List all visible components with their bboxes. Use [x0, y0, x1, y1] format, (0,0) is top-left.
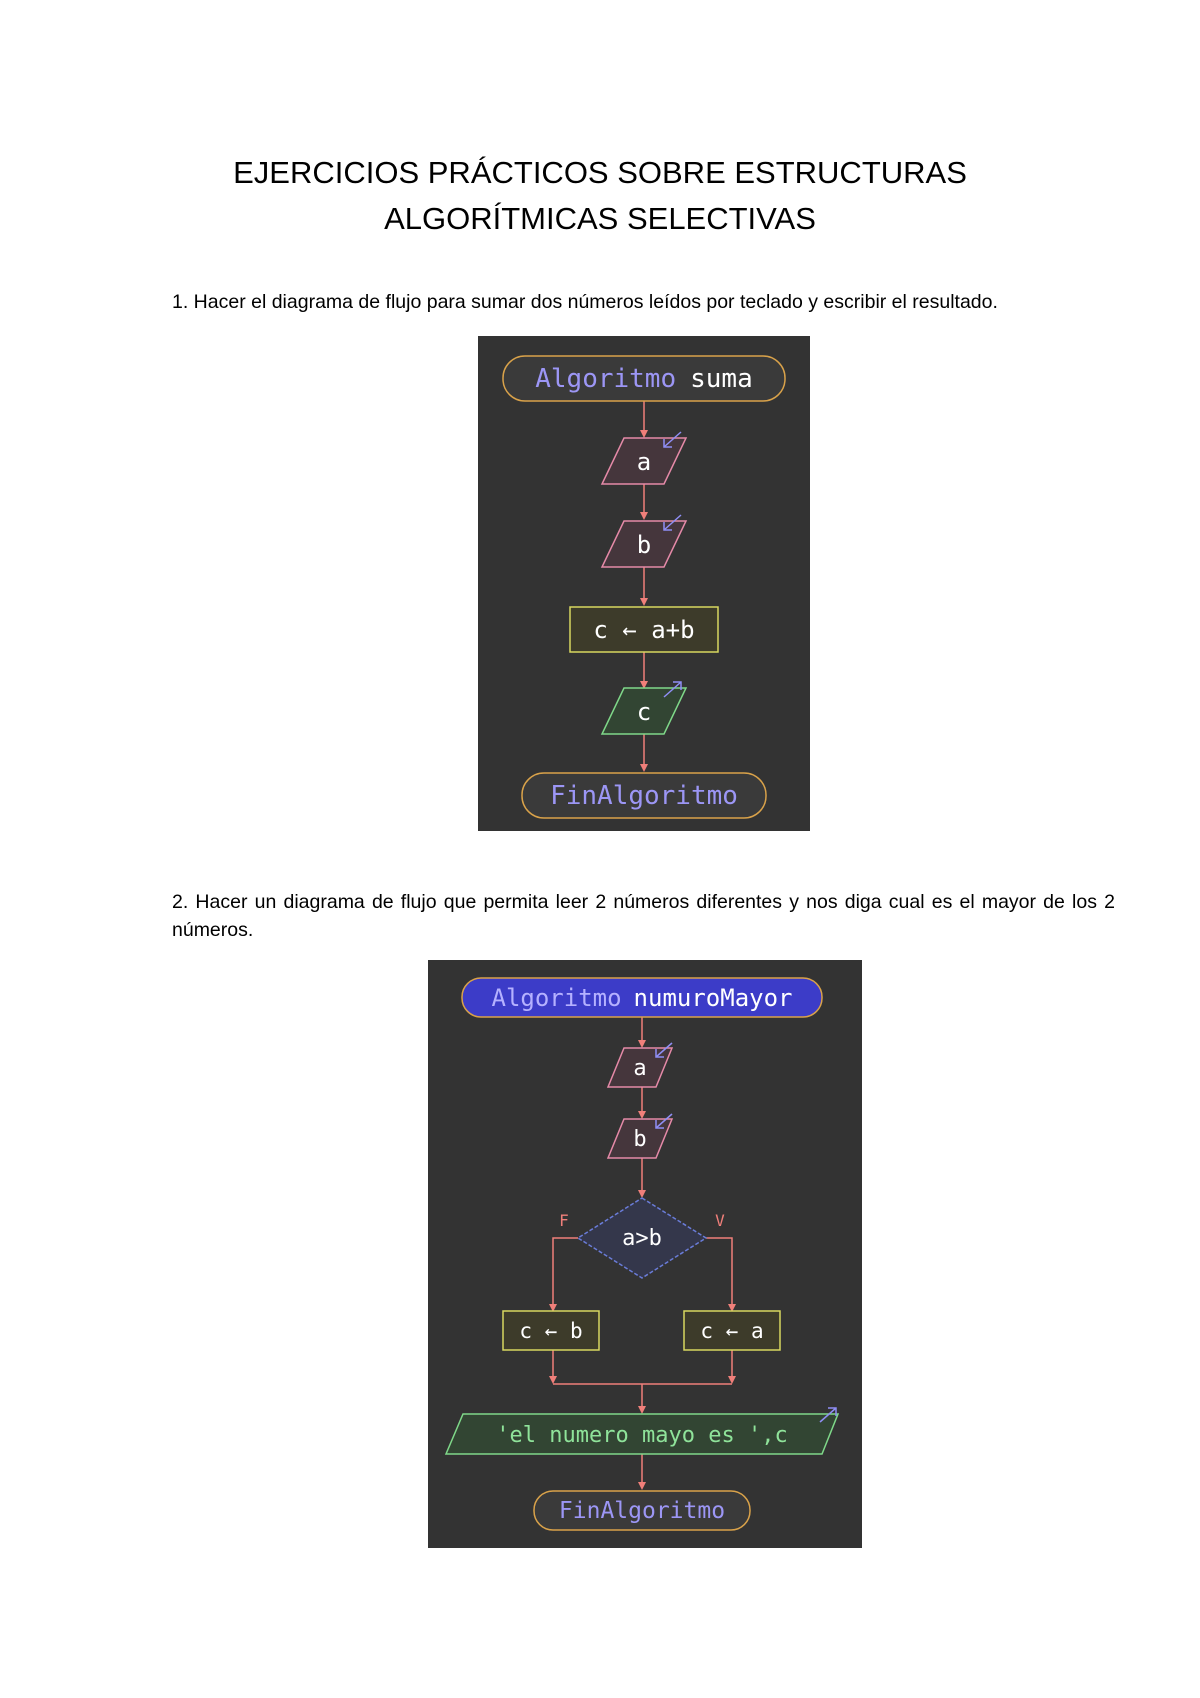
- end-terminal: [522, 773, 766, 818]
- assign-true-node: [684, 1311, 780, 1350]
- svg-text:AlgoritmonumuroMayor: [492, 984, 793, 1012]
- write-c-label: c: [636, 698, 652, 726]
- start-terminal: [462, 978, 822, 1017]
- end-label: FinAlgoritmo: [550, 781, 738, 811]
- assign-true-label: c ← a: [700, 1319, 764, 1343]
- start-name: numuroMayor: [633, 984, 793, 1012]
- read-b-label: b: [636, 531, 652, 559]
- assign-node: [570, 607, 718, 652]
- read-a-label: a: [633, 1056, 647, 1081]
- decision-label: a>b: [622, 1226, 662, 1251]
- document-title-line-2: ALGORÍTMICAS SELECTIVAS: [384, 201, 816, 236]
- assign-false-label: c ← b: [519, 1319, 583, 1343]
- document-title-line-1: EJERCICIOS PRÁCTICOS SOBRE ESTRUCTURAS: [233, 155, 967, 190]
- read-a-label: a: [636, 448, 652, 476]
- true-branch-label: V: [715, 1211, 725, 1230]
- start-terminal: [503, 356, 785, 401]
- read-b-label: b: [633, 1127, 647, 1152]
- start-keyword: Algoritmo: [535, 364, 677, 394]
- svg-text:Algoritmosuma: [535, 364, 753, 394]
- write-output-node: [446, 1408, 838, 1454]
- end-label: FinAlgoritmo: [558, 1498, 726, 1524]
- start-keyword: Algoritmo: [491, 984, 622, 1012]
- exercise-1-text: 1. Hacer el diagrama de flujo para sumar dos números leídos por teclado y escribir el resultado.: [172, 291, 998, 313]
- false-branch-label: F: [559, 1211, 569, 1230]
- flowchart-suma: [478, 336, 810, 831]
- assign-label: c ← a+b: [593, 616, 695, 644]
- exercise-2-text: 2. Hacer un diagrama de flujo que permita leer 2 números diferentes y nos diga cual es el mayor de los 2 números.: [172, 891, 1115, 941]
- assign-false-node: [503, 1311, 599, 1350]
- end-terminal: [534, 1491, 750, 1530]
- flowchart-numuromayor: [428, 960, 862, 1548]
- start-name: suma: [690, 364, 753, 394]
- write-output-label: 'el numero mayo es ',c: [496, 1423, 788, 1448]
